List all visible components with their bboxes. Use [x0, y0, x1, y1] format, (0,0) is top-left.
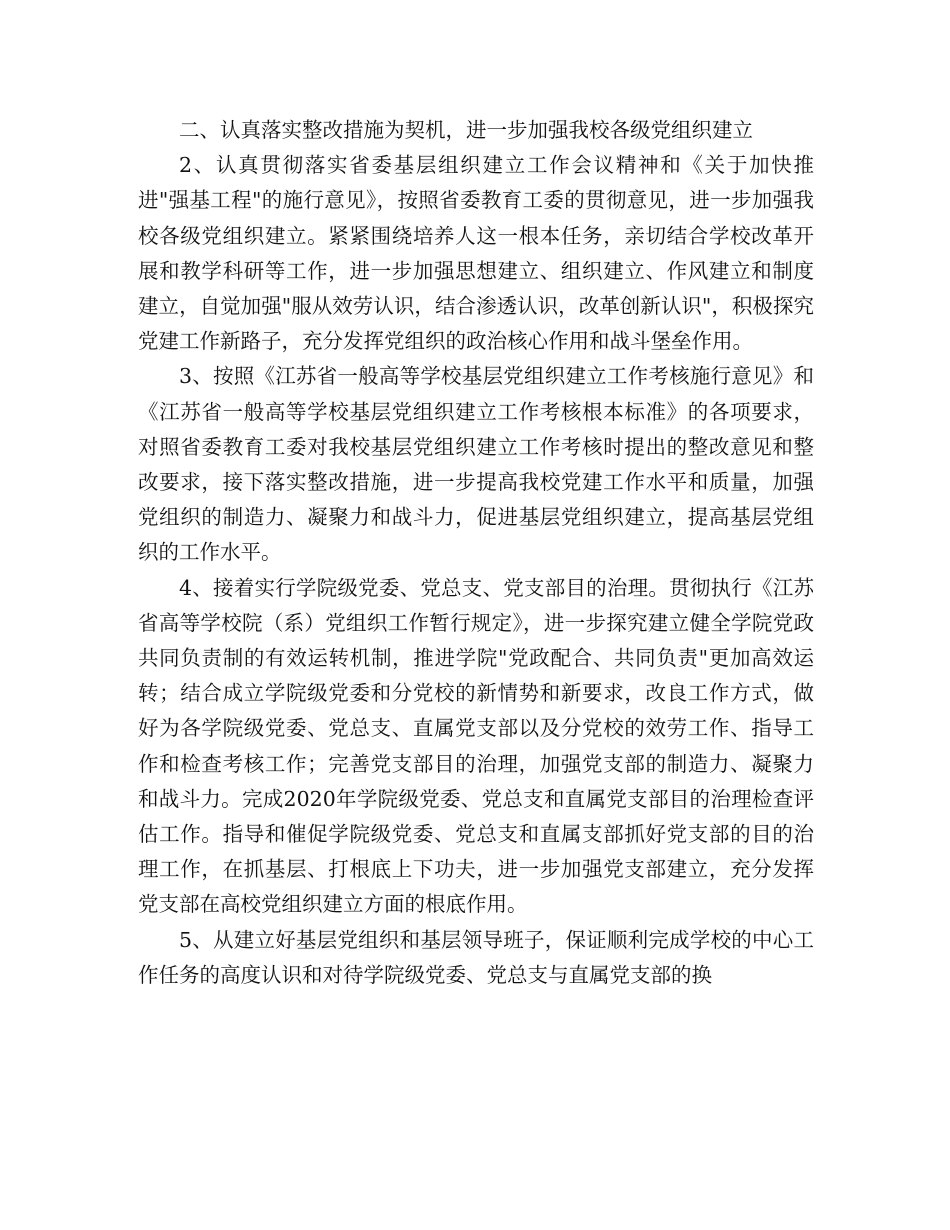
document-body — [138, 113, 814, 993]
paragraph-5: 5、从建立好基层党组织和基层领导班子，保证顺利完成学校的中心工作任务的高度认识和对待学院级党委、党总支与直属党支部的换 — [138, 927, 814, 987]
paragraph-4: 4、接着实行学院级党委、党总支、党支部目的治理。贯彻执行《江苏省高等学校院（系）党组织工作暂行规定》，进一步探究建立健全学院党政共同负责制的有效运转机制，推进学院"党政配合、共同负责"更加高效运转；结合成立学院级党委和分党校的新情势和新要求，改良工作方式，做好为各学院级党委、党总支、直属党支部以及分党校的效劳工作、指导工作和检查考核工作；完善党支部目的治理，加强党支部的制造力、凝聚力和战斗力。完成2020年学院级党委、党总支和直属党支部目的治理检查评估工作。指导和催促学院级党委、党总支和直属支部抓好党支部的目的治理工作，在抓基层、打根底上下功夫，进一步加强党支部建立，充分发挥党支部在高校党组织建立方面的根底作用。 — [138, 575, 814, 917]
section-heading: 二、认真落实整改措施为契机，进一步加强我校各级党组织建立 — [179, 118, 753, 142]
paragraph-3: 3、按照《江苏省一般高等学校基层党组织建立工作考核施行意见》和《江苏省一般高等学校基层党组织建立工作考核根本标准》的各项要求，对照省委教育工委对我校基层党组织建立工作考核时提出的整改意见和整改要求，接下落实整改措施，进一步提高我校党建工作水平和质量，加强党组织的制造力、凝聚力和战斗力，促进基层党组织建立，提高基层党组织的工作水平。 — [138, 364, 814, 565]
paragraph-2: 2、认真贯彻落实省委基层组织建立工作会议精神和《关于加快推进"强基工程"的施行意见》，按照省委教育工委的贯彻意见，进一步加强我校各级党组织建立。紧紧围绕培养人这一根本任务，亲切结合学校改革开展和教学科研等工作，进一步加强思想建立、组织建立、作风建立和制度建立，自觉加强"服从效劳认识，结合渗透认识，改革创新认识"，积极探究党建工作新路子，充分发挥党组织的政治核心作用和战斗堡垒作用。 — [138, 153, 814, 354]
